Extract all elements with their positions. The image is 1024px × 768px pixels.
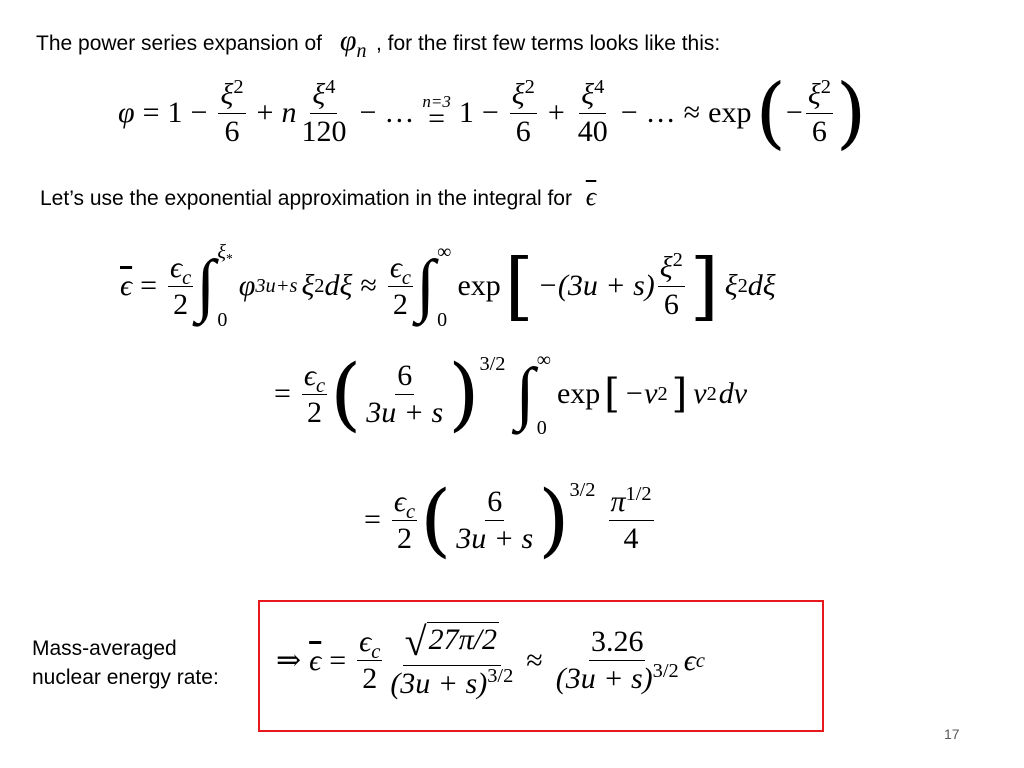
result-equation: ⇒ $\overline{\epsilon}$ = $\frac{\epsilon_c}{2}$ √ 27π/2 $(3u + s)^{3/2}$ ≈ $\frac{3.26}{(3u + s)^{3/2}}$ ϵ c: [276, 619, 705, 700]
exponential-approx-line: [40, 184, 596, 211]
result-label: [32, 634, 219, 692]
intro-text-end: , for the first few terms looks like this:: [375, 32, 721, 55]
page-number: 17: [944, 726, 960, 742]
final-integral-equation: = $\frac{\epsilon_c}{2}$ ( 6 3u + s ) $^{3/2}$ $\pi^{1/2}$ 4: [364, 473, 652, 566]
approx-text: Let’s use the exponential approximation in the integral for: [40, 187, 572, 210]
intro-text: The power series expansion of: [36, 32, 322, 55]
power-series-equation: φ = 1 − $\frac{\xi^2}{6}$ + n $\xi^4$ 120 − … n=3 = 1 − $\frac{\xi^2}{6}$ + $\frac{\xi^4}{40}$ − … ≈ exp ( − $\frac{\xi^2}{6}$ ): [118, 68, 867, 158]
eps-bar-symbol: $\overline{\epsilon}$: [585, 182, 597, 211]
result-label-line2: nuclear energy rate:: [32, 666, 219, 689]
intro-line: [36, 24, 721, 62]
intro-symbol: $\varphi_n$: [339, 24, 367, 62]
substitution-equation: = $\frac{\epsilon_c}{2}$ ( 6 3u + s ) $^{3/2}$ ∫ ∞ 0 exp [ −v 2 ] v 2 dv: [274, 347, 748, 440]
result-label-line1: Mass-averaged: [32, 637, 177, 660]
integral-equation: $\overline{\epsilon}$ = $\frac{\epsilon_c}{2}$ ∫ $\xi_*$ 0 φ 3u+s ξ 2 dξ ≈ $\frac{\epsilon_c}{2}$ ∫ ∞ 0 exp [ −(3u + s) $\xi^2$ 6 ] ξ 2 dξ: [120, 241, 776, 331]
